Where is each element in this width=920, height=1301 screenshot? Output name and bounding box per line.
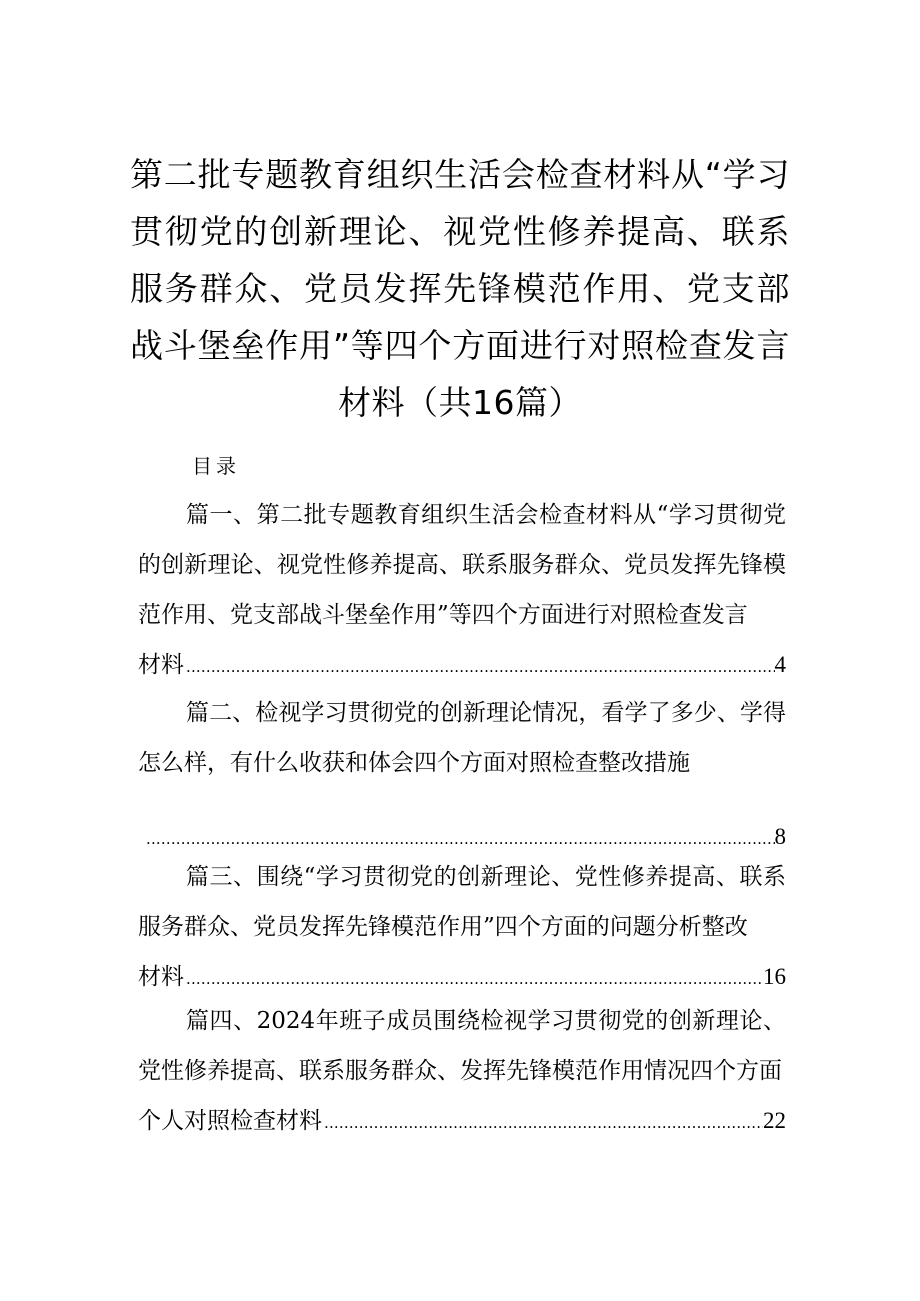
toc-page-number: 8 [774, 824, 786, 849]
toc-entry-2[interactable] [138, 688, 786, 862]
toc-leader-dots [184, 954, 763, 1002]
document-title: 第二批专题教育组织生活会检查材料从“学习贯彻党的创新理论、视党性修养提高、联系服务群众、党员发挥先锋模范作用、党支部战斗堡垒作用”等四个方面进行对照检查发言材料（共16篇） [130, 155, 790, 422]
toc-entry-text: 篇四、2024年班子成员围绕检视学习贯彻党的创新理论、党性修养提高、联系服务群众、发挥先锋模范作用情况四个方面 [138, 1008, 786, 1084]
toc-entry-tail: 材料 [138, 964, 184, 990]
toc-heading: 目录 [192, 454, 240, 478]
toc-entry-4[interactable] [138, 996, 786, 1146]
toc-page-number: 22 [763, 1108, 786, 1133]
toc-leader-line [138, 952, 786, 1002]
toc-entry-1[interactable] [138, 490, 786, 690]
toc-leader-line [138, 1096, 786, 1146]
toc-entry-text: 篇三、围绕“学习贯彻党的创新理论、党性修养提高、联系服务群众、党员发挥先锋模范作用”四个方面的问题分析整改 [138, 864, 786, 940]
toc-entry-text: 篇一、第二批专题教育组织生活会检查材料从“学习贯彻党的创新理论、视党性修养提高、联系服务群众、党员发挥先锋模范作用、党支部战斗堡垒作用”等四个方面进行对照检查发言 [138, 502, 786, 628]
toc-leader-dots [184, 642, 775, 690]
toc-page-number: 4 [774, 652, 786, 677]
toc-entry-tail: 材料 [138, 652, 184, 678]
toc-leader-line [138, 640, 786, 690]
toc-leader-dots [322, 1098, 763, 1146]
toc-entry-3[interactable] [138, 852, 786, 1002]
toc-entry-tail: 个人对照检查材料 [138, 1108, 322, 1134]
toc-page-number: 16 [763, 964, 786, 989]
toc-entry-text: 篇二、检视学习贯彻党的创新理论情况，看学了多少、学得怎么样，有什么收获和体会四个方面对照检查整改措施 [138, 700, 786, 776]
